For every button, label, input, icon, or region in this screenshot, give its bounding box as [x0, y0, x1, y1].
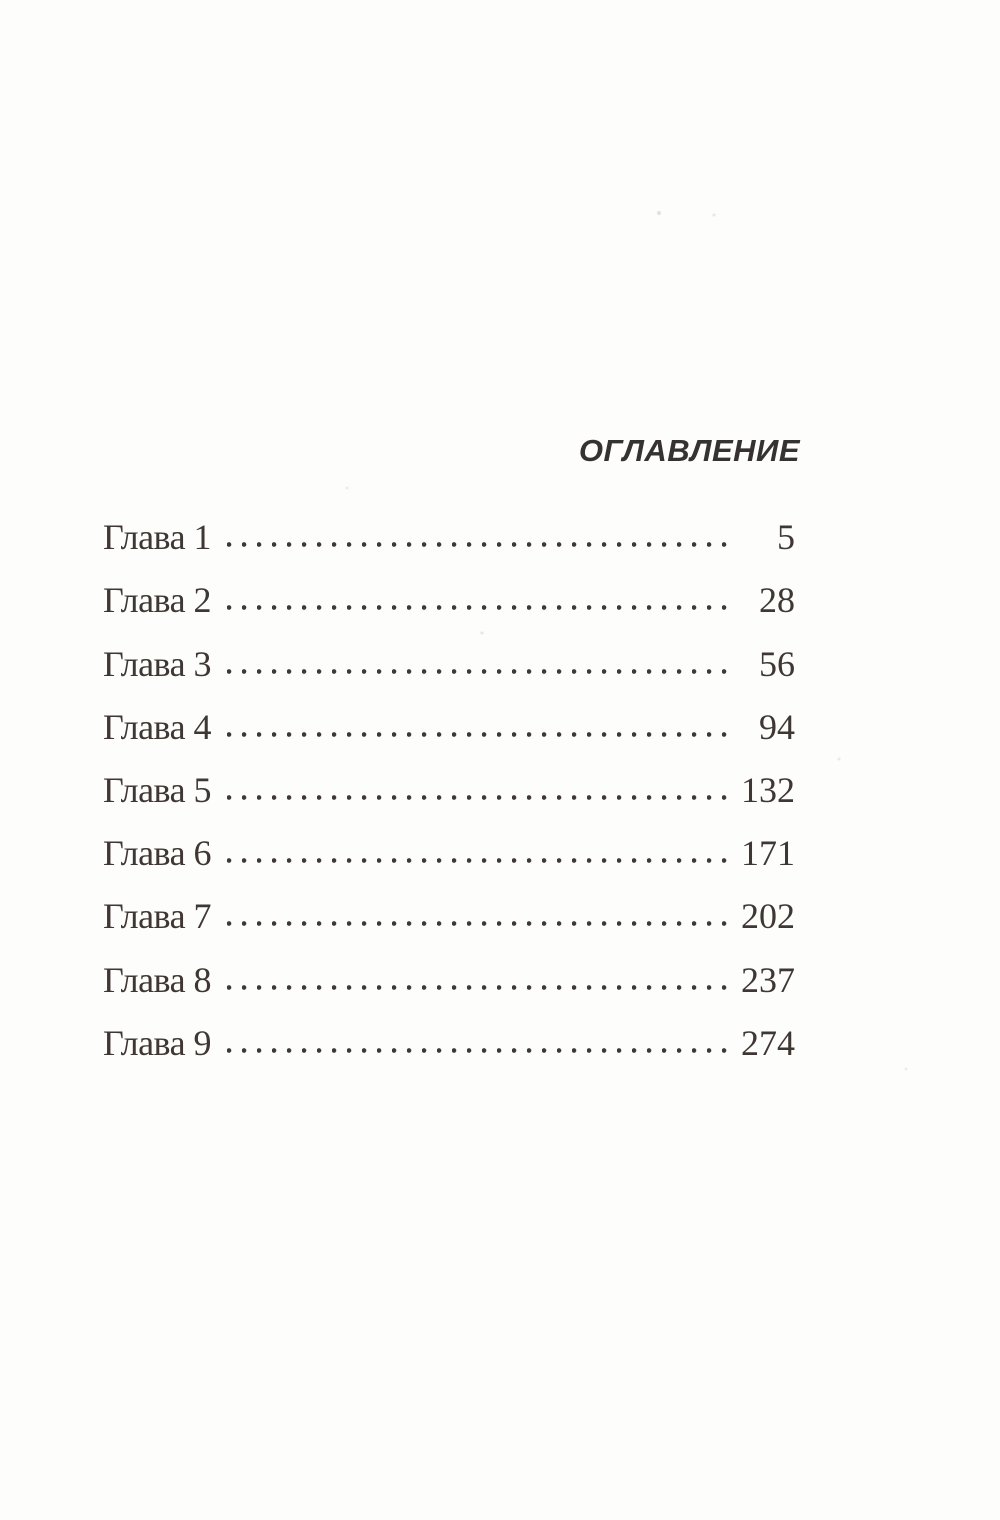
chapter-label: Глава 4 — [103, 706, 212, 747]
toc-entry — [103, 618, 795, 684]
chapter-label: Глава 7 — [103, 896, 212, 937]
leader-dots — [227, 795, 727, 800]
chapter-label: Глава 9 — [103, 1022, 212, 1063]
toc-entry — [103, 682, 795, 745]
page-number: 56 — [759, 643, 795, 684]
leader-dots — [227, 1048, 727, 1053]
chapter-label: Глава 1 — [103, 517, 212, 558]
page-number: 5 — [777, 517, 795, 558]
toc-entry — [103, 808, 795, 874]
toc-entry — [103, 871, 795, 937]
leader-dots — [227, 542, 727, 547]
toc-entry — [103, 555, 795, 621]
toc-list — [103, 492, 795, 1061]
page-number: 274 — [741, 1022, 795, 1063]
page-number: 28 — [759, 580, 795, 621]
leader-dots — [227, 732, 727, 737]
leader-dots — [227, 605, 727, 610]
toc-entry — [103, 998, 795, 1061]
chapter-label: Глава 3 — [103, 643, 212, 684]
leader-dots — [227, 985, 727, 990]
toc-title: ОГЛАВЛЕНИЕ — [578, 433, 800, 468]
toc-entry — [103, 492, 795, 558]
page-number: 202 — [741, 896, 795, 937]
leader-dots — [227, 921, 727, 926]
scan-speckles — [0, 0, 2, 2]
toc-entry — [103, 745, 795, 808]
chapter-label: Глава 8 — [103, 959, 212, 1000]
page-number: 132 — [741, 769, 795, 810]
page-number: 94 — [759, 706, 795, 747]
leader-dots — [227, 669, 727, 674]
toc-entry — [103, 934, 795, 1000]
chapter-label: Глава 6 — [103, 833, 212, 874]
page-number: 237 — [741, 959, 795, 1000]
leader-dots — [227, 858, 727, 863]
chapter-label: Глава 5 — [103, 769, 212, 810]
page-number: 171 — [741, 833, 795, 874]
chapter-label: Глава 2 — [103, 580, 212, 621]
